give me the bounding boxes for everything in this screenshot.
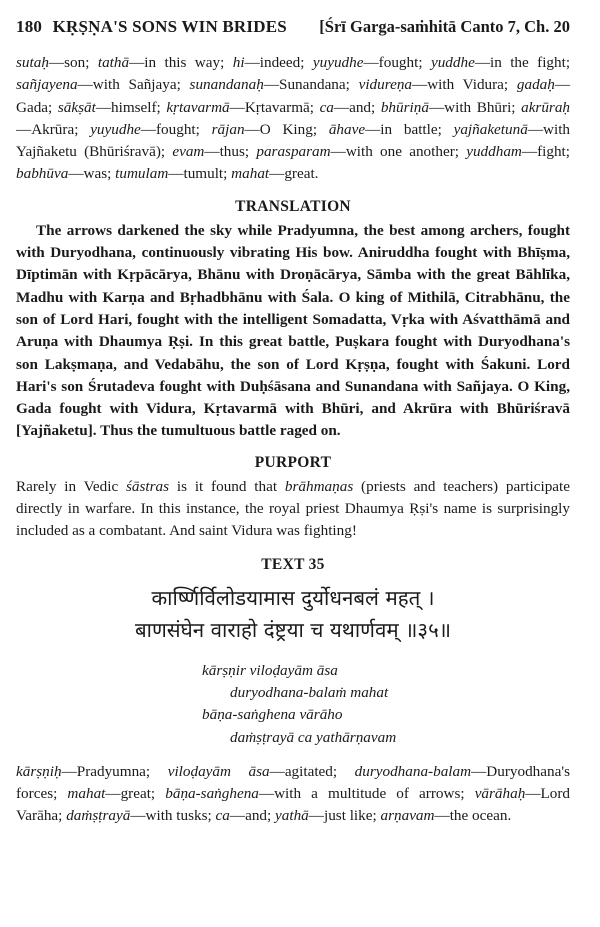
- synonym-word: vidureṇa: [358, 76, 413, 94]
- synonym-meaning: fought;: [378, 54, 423, 71]
- transliteration-line: duryodhana-balaṁ mahat: [230, 683, 389, 701]
- synonym-meaning: fight;: [537, 143, 570, 161]
- synonym-meaning: Sunandana;: [279, 76, 350, 94]
- synonym-word: gadaḥ: [516, 76, 555, 94]
- synonym-word: yuyudhe: [90, 120, 141, 138]
- synonym-meaning: himself;: [111, 98, 161, 116]
- synonym-meaning: in battle;: [380, 120, 442, 138]
- synonym-word: yajñaketunā: [453, 120, 528, 138]
- synonym-word: akrūraḥ: [521, 98, 571, 116]
- sanskrit-line: कार्ष्णिर्विलोडयामास दुर्योधनबलं महत् ।: [151, 585, 435, 610]
- header-left: [16, 16, 287, 38]
- synonym-word: rājan: [211, 120, 245, 138]
- synonym-word: daṁṣṭrayā: [66, 807, 131, 825]
- synonym-meaning: Lord Varāha;: [16, 785, 571, 825]
- synonym-meaning: great.: [284, 165, 319, 183]
- translation-heading: TRANSLATION: [235, 197, 351, 215]
- purport-fragment: is it found that: [169, 477, 285, 495]
- synonym-meaning: with Vidura;: [427, 76, 509, 94]
- synonym-meaning: with Bhūri;: [444, 98, 516, 116]
- synonym-word: bhūriṇā: [380, 98, 429, 116]
- transliteration-verse: [202, 660, 570, 749]
- synonym-word: mahat: [67, 785, 106, 803]
- translation-text: The arrows darkened the sky while Pradyumna, the best among archers, fought with Duryodhana, continuously vibrating His bow. Aniruddha fought with Bhīṣma, Dīptimān with Kṛpācārya, Bhānu with Droṇācārya, Sāmba with the great Bāhlīka, Madhu with Karṇa and Bṛhadbhānu with Śala. O king of Mithilā, Citrabhānu, the son of Lord Hari, fought with the intelligent Somadatta, Vṛka with Aśvatthāmā and Aruṇa with Dhaumya Ṛṣi. In this great battle, Puṣkara fought with Duryodhana's son Lakṣmaṇa, and Vedabāhu, the son of Lord Kṛṣṇa, fought with Śakuni. Lord Hari's son Śrutadeva fought with Duḥśāsana and Sunandana with Sañjaya. O King, Gada fought with Vidura, Kṛtavarmā with Bhūri, and Akrūra with Bhūriśravā [Yajñaketu]. Thus the tumultuous battle raged on.: [16, 221, 570, 440]
- synonym-word: sunandanaḥ: [189, 76, 264, 94]
- synonym-word: sutaḥ: [16, 54, 49, 71]
- synonym-word: sañjayena: [16, 76, 78, 94]
- synonym-word: viloḍayām āsa: [167, 762, 270, 780]
- transliteration-line: bāṇa-saṅghena vārāho: [202, 706, 343, 724]
- synonym-word: hi: [232, 54, 245, 71]
- synonyms-text-35: kārṣṇiḥ—Pradyumna; viloḍayām āsa—agitated; duryodhana-balam—Duryodhana's forces; mahat—great; bāṇa-saṅghena—with a multitude of arrows; vārāhaḥ—Lord Varāha; daṁṣṭrayā—with tusks; ca—and; yathā—just like; arṇavam—the ocean.: [16, 762, 571, 825]
- synonym-meaning: with Yajñaketu (Bhūriśravā);: [16, 120, 571, 161]
- synonyms-previous-verse: sutaḥ—son; tathā—in this way; hi—indeed; yuyudhe—fought; yuddhe—in the fight; sañjayena—with Sañjaya; sunandanaḥ—Sunandana; vidureṇa—with Vidura; gadaḥ—Gada; sākṣāt—himself; kṛtavarmā—Kṛtavarmā; ca—and; bhūriṇā—with Bhūri; akrūraḥ—Akrūra; yuyudhe—fought; rājan—O King; āhave—in battle; yajñaketunā—with Yajñaketu (Bhūriśravā); evam—thus; parasparam—with one another; yuddham—fight; babhūva—was; tumulam—tumult; mahat—great.: [16, 54, 571, 183]
- synonym-meaning: Kṛtavarmā;: [244, 98, 314, 116]
- synonym-word: duryodhana-balam: [354, 762, 472, 780]
- sanskrit-verse: [16, 582, 570, 646]
- synonym-word: yuddhe: [430, 54, 475, 71]
- purport-heading: PURPORT: [254, 453, 332, 471]
- synonym-meaning: son;: [64, 54, 90, 71]
- synonym-word: yuyudhe: [312, 54, 364, 71]
- synonym-meaning: and;: [349, 98, 376, 116]
- synonym-meaning: agitated;: [284, 762, 338, 780]
- page-number: 180: [16, 17, 43, 36]
- synonym-meaning: Akrūra;: [31, 120, 79, 138]
- synonym-meaning: Gada;: [16, 98, 53, 116]
- synonym-word: sākṣāt: [57, 98, 96, 116]
- purport-fragment: śāstras: [126, 477, 170, 495]
- synonym-word: ca: [319, 98, 334, 116]
- synonym-word: arṇavam: [380, 807, 435, 825]
- synonym-meaning: with a multitude of arrows;: [274, 785, 465, 803]
- synonym-meaning: just like;: [323, 807, 377, 825]
- text-number-heading: TEXT 35: [261, 555, 325, 573]
- synonym-meaning: with Sañjaya;: [92, 76, 181, 94]
- synonym-word: tathā: [97, 54, 130, 71]
- synonym-word: tumulam: [115, 165, 169, 183]
- synonym-word: vārāhaḥ: [474, 785, 526, 803]
- synonym-word: parasparam: [256, 143, 331, 161]
- synonym-word: kṛtavarmā: [166, 98, 230, 116]
- chapter-title: KṚṢṆA'S SONS WIN BRIDES: [52, 17, 287, 36]
- synonym-word: āhave: [328, 120, 366, 138]
- purport-fragment: brāhmaṇas: [284, 477, 354, 495]
- source-reference: [Śrī Garga-saṁhitā Canto 7, Ch. 20: [319, 17, 570, 36]
- synonym-meaning: was;: [83, 165, 112, 183]
- synonym-meaning: tumult;: [183, 165, 228, 183]
- synonym-meaning: indeed;: [259, 54, 305, 71]
- synonym-word: kārṣṇiḥ: [16, 762, 62, 780]
- synonym-word: yuddham: [466, 143, 522, 161]
- synonym-meaning: great;: [120, 785, 156, 803]
- synonym-word: ca: [215, 807, 230, 825]
- synonym-meaning: in this way;: [144, 54, 225, 71]
- synonym-meaning: thus;: [219, 143, 250, 161]
- synonym-meaning: Pradyumna;: [76, 762, 151, 780]
- synonym-meaning: Duryodhana's forces;: [16, 762, 570, 803]
- synonym-word: bāṇa-saṅghena: [165, 785, 259, 803]
- synonym-word: babhūva: [16, 165, 69, 183]
- synonym-meaning: fought;: [155, 120, 200, 138]
- synonym-meaning: and;: [245, 807, 272, 825]
- transliteration-line: daṁṣṭrayā ca yathārṇavam: [230, 728, 397, 746]
- sanskrit-line: बाणसंघेन वाराहो दंष्ट्रया च यथार्णवम् ॥३५॥: [134, 617, 452, 642]
- transliteration-line: kārṣṇir viloḍayām āsa: [202, 661, 338, 679]
- synonym-meaning: O King;: [259, 120, 318, 138]
- synonym-meaning: with tusks;: [145, 807, 212, 825]
- purport-fragment: Rarely in Vedic: [16, 477, 127, 495]
- purport-fragment: (priests and teachers) participate directly in warfare. In this instance, the royal priest Dhaumya Ṛṣi's name is surprisingly included as a combatant. And saint Vidura was fighting!: [16, 477, 570, 540]
- synonym-word: yathā: [275, 807, 309, 825]
- purport-text: [16, 476, 570, 543]
- running-header: [16, 16, 570, 38]
- synonym-word: evam: [172, 143, 205, 161]
- synonym-word: mahat: [231, 165, 270, 183]
- synonym-meaning: the ocean.: [449, 807, 512, 825]
- synonym-meaning: in the fight;: [490, 54, 571, 71]
- synonym-meaning: with one another;: [345, 143, 459, 161]
